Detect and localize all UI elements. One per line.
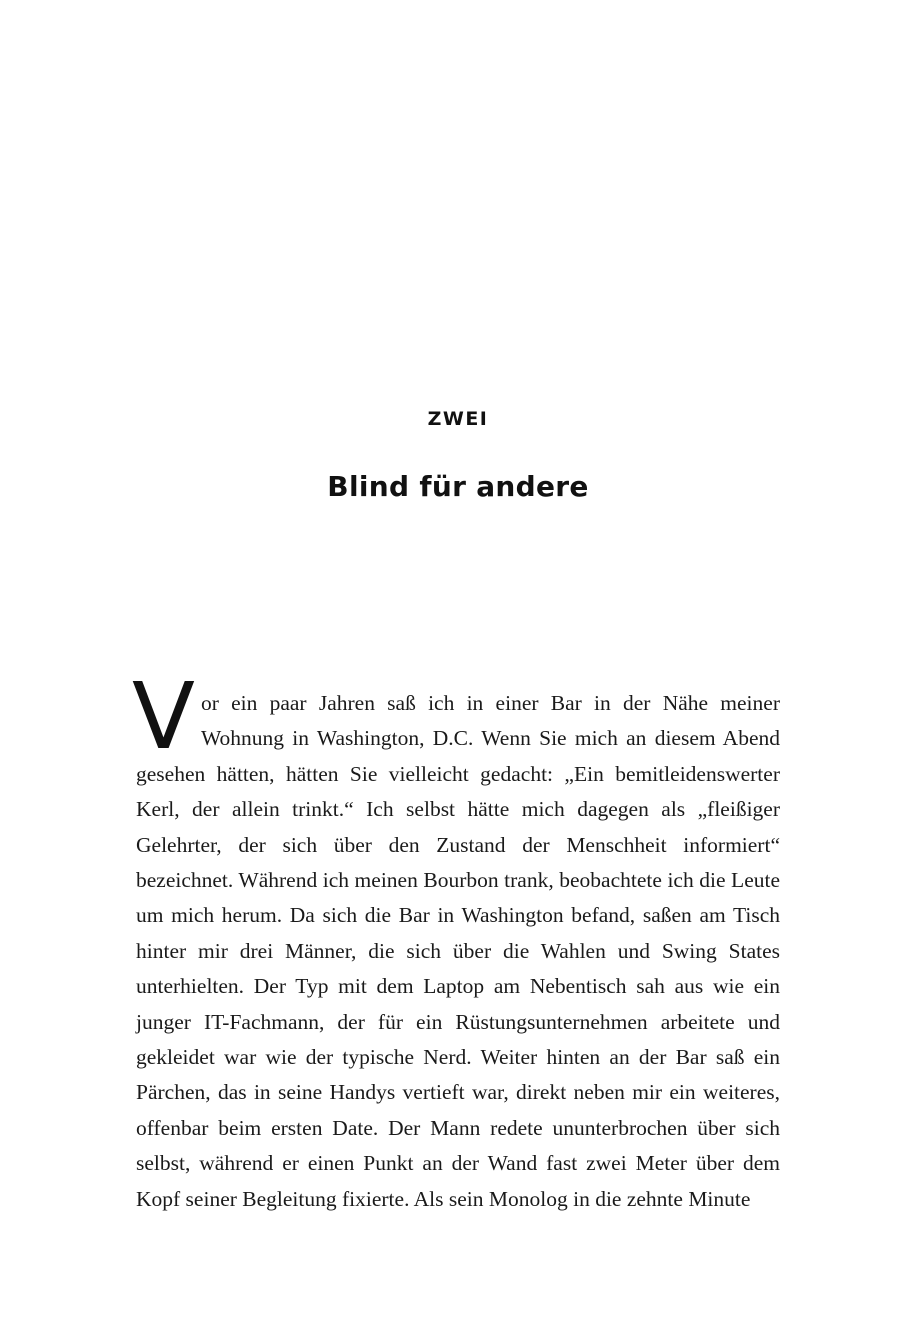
chapter-title: Blind für andere — [327, 470, 589, 503]
body-paragraph — [132, 663, 780, 1217]
drop-cap: V — [132, 663, 195, 770]
chapter-number: ZWEI — [427, 408, 489, 430]
paragraph-text: or ein paar Jahren saß ich in einer Bar in der Nähe meiner Wohnung in Washington, D.C. Wenn Sie mich an diesem Abend gesehen hätten, hätten Sie vielleicht gedacht: „Ein bemitleidenswerter Kerl, der allein trinkt.“ Ich selbst hätte mich dagegen als „fleißiger Gelehrter, der sich über den Zustand der Menschheit informiert“ bezeichnet. Während ich meinen Bourbon trank, beobachtete ich die Leute um mich herum. Da sich die Bar in Washington befand, saßen am Tisch hinter mir drei Männer, die sich über die Wahlen und Swing States unterhielten. Der Typ mit dem Laptop am Nebentisch sah aus wie ein junger IT-Fachmann, der für ein Rüstungsunternehmen arbeitete und gekleidet war wie der typische Nerd. Weiter hinten an der Bar saß ein Pärchen, das in seine Handys vertieft war, direkt neben mir ein weiteres, offenbar beim ersten Date. Der Mann redete ununterbrochen über sich selbst, während er einen Punkt an der Wand fast zwei Meter über dem Kopf seiner Begleitung fixierte. Als sein Monolog in die zehnte Minute — [136, 691, 780, 1211]
